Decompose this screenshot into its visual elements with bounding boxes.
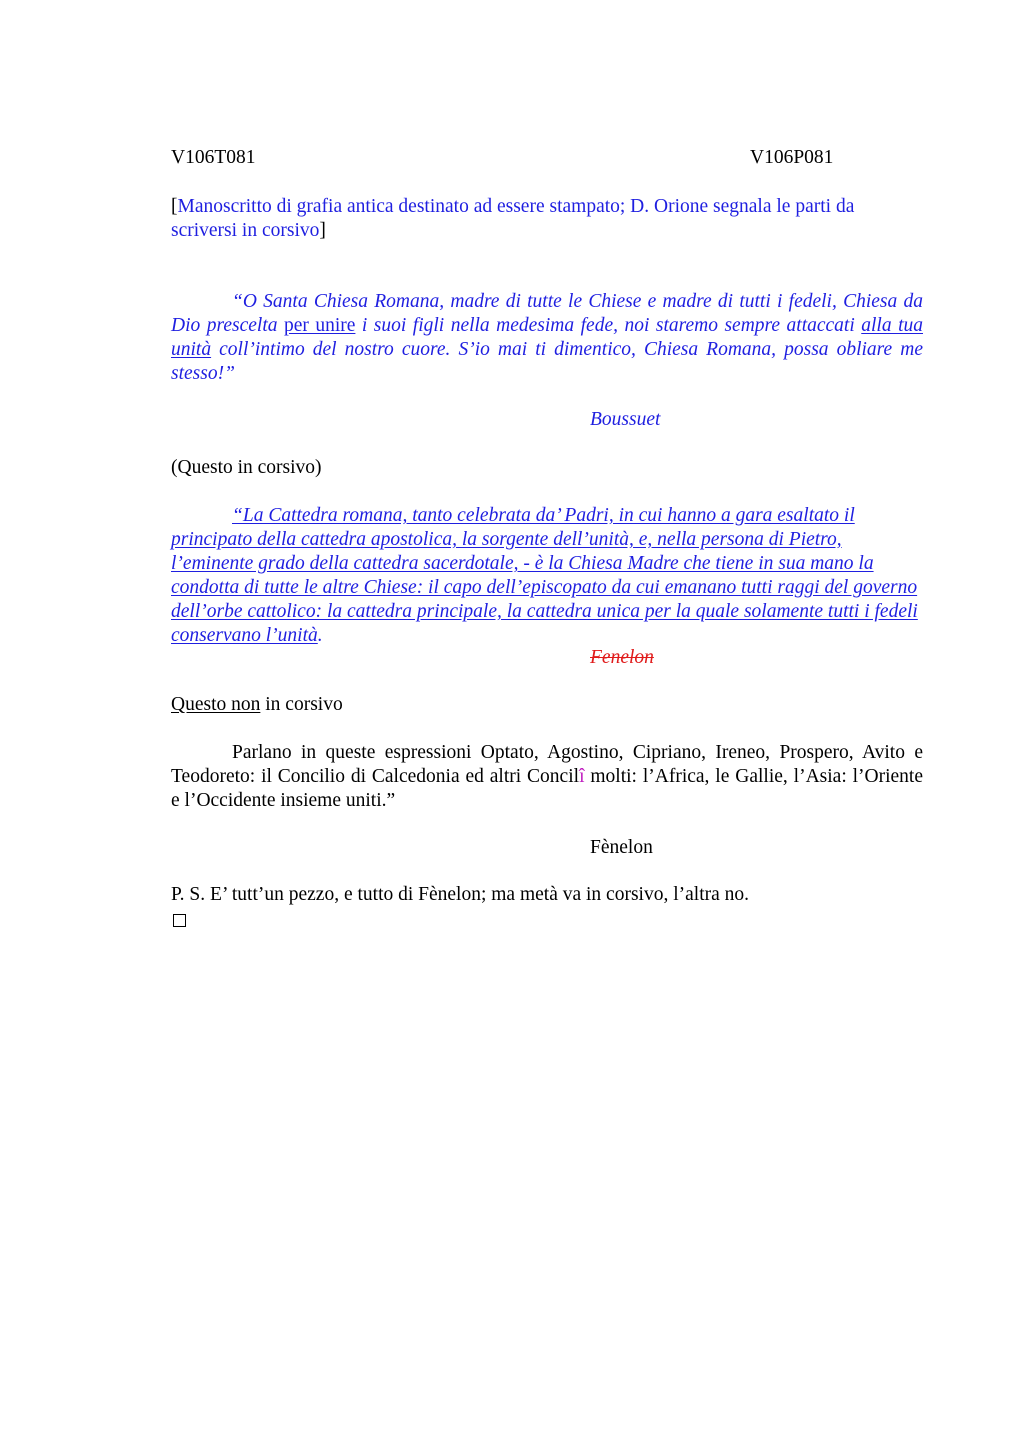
editor-note-close-bracket: ]: [319, 220, 326, 241]
editor-note-text: Manoscritto di grafia antica destinato ad essere stampato; D. Orione segnala le parti da scriversi in corsivo: [171, 196, 855, 241]
quote-fenelon-end-punct: .: [317, 625, 323, 646]
editor-note: [171, 195, 923, 243]
quote-bossuet: [171, 290, 923, 386]
quote-bossuet-text-2: i suoi figli nella medesima fede, noi staremo sempre attaccati: [355, 315, 862, 336]
quote-bossuet-underlined-1: per unire: [283, 315, 356, 336]
quote-fenelon-text: “La Cattedra romana, tanto celebrata da’ Padri, in cui hanno a gara esaltato il principato della cattedra apostolica, la sorgente dell’unità, e, nella persona di Pietro, l’eminente grado della cattedra sacerdotale, - è la Chiesa Madre che tiene in sua mano la condotta di tutte le altre Chiese: il capo dell’episcopato da cui emanano tutti raggi del governo dell’orbe cattolico: la cattedra principale, la cattedra unica per la quale solamente tutti i fedeli conservano l’unità: [171, 505, 918, 646]
body-paragraph-text-2: molti: l’Africa, le Gallie, l’Asia: l’Oriente e l’Occidente insieme uniti.”: [171, 766, 923, 811]
note-not-italic-rest: in corsivo: [260, 694, 343, 715]
note-italic-instruction: (Questo in corsivo): [171, 457, 322, 478]
body-paragraph: [171, 741, 923, 813]
note-not-italic-underlined: Questo non: [171, 694, 261, 715]
header-left-code: V106T081: [171, 147, 256, 168]
quote-bossuet-text-1: “O Santa Chiesa Romana, madre di tutte le Chiese e madre di tutti i fedeli, Chiesa da Dio prescelta: [171, 291, 923, 336]
quote-bossuet-underlined-2: alla tua unità: [171, 315, 923, 360]
header-right-code: V106P081: [750, 147, 834, 168]
body-paragraph-mark: î: [579, 766, 585, 787]
body-paragraph-text-1: Parlano in queste espressioni Optato, Agostino, Cipriano, Ireneo, Prospero, Avito e Teodoreto: il Concilio di Calcedonia ed altri Concil: [171, 742, 923, 787]
note-not-italic: [171, 693, 923, 717]
quote-fenelon: [171, 504, 923, 648]
author-fenelon: Fènelon: [590, 837, 653, 858]
editor-note-open-bracket: [: [171, 196, 178, 217]
page-header: [171, 146, 923, 170]
checkbox-icon: [173, 910, 925, 934]
author-fenelon-struck: Fenelon: [590, 647, 654, 668]
postscript: P. S. E’ tutt’un pezzo, e tutto di Fènelon; ma metà va in corsivo, l’altra no.: [171, 884, 750, 905]
quote-bossuet-text-3: coll’intimo del nostro cuore. S’io mai ti dimentico, Chiesa Romana, possa obliare me stesso!”: [171, 339, 923, 384]
author-bossuet: Boussuet: [590, 409, 661, 430]
